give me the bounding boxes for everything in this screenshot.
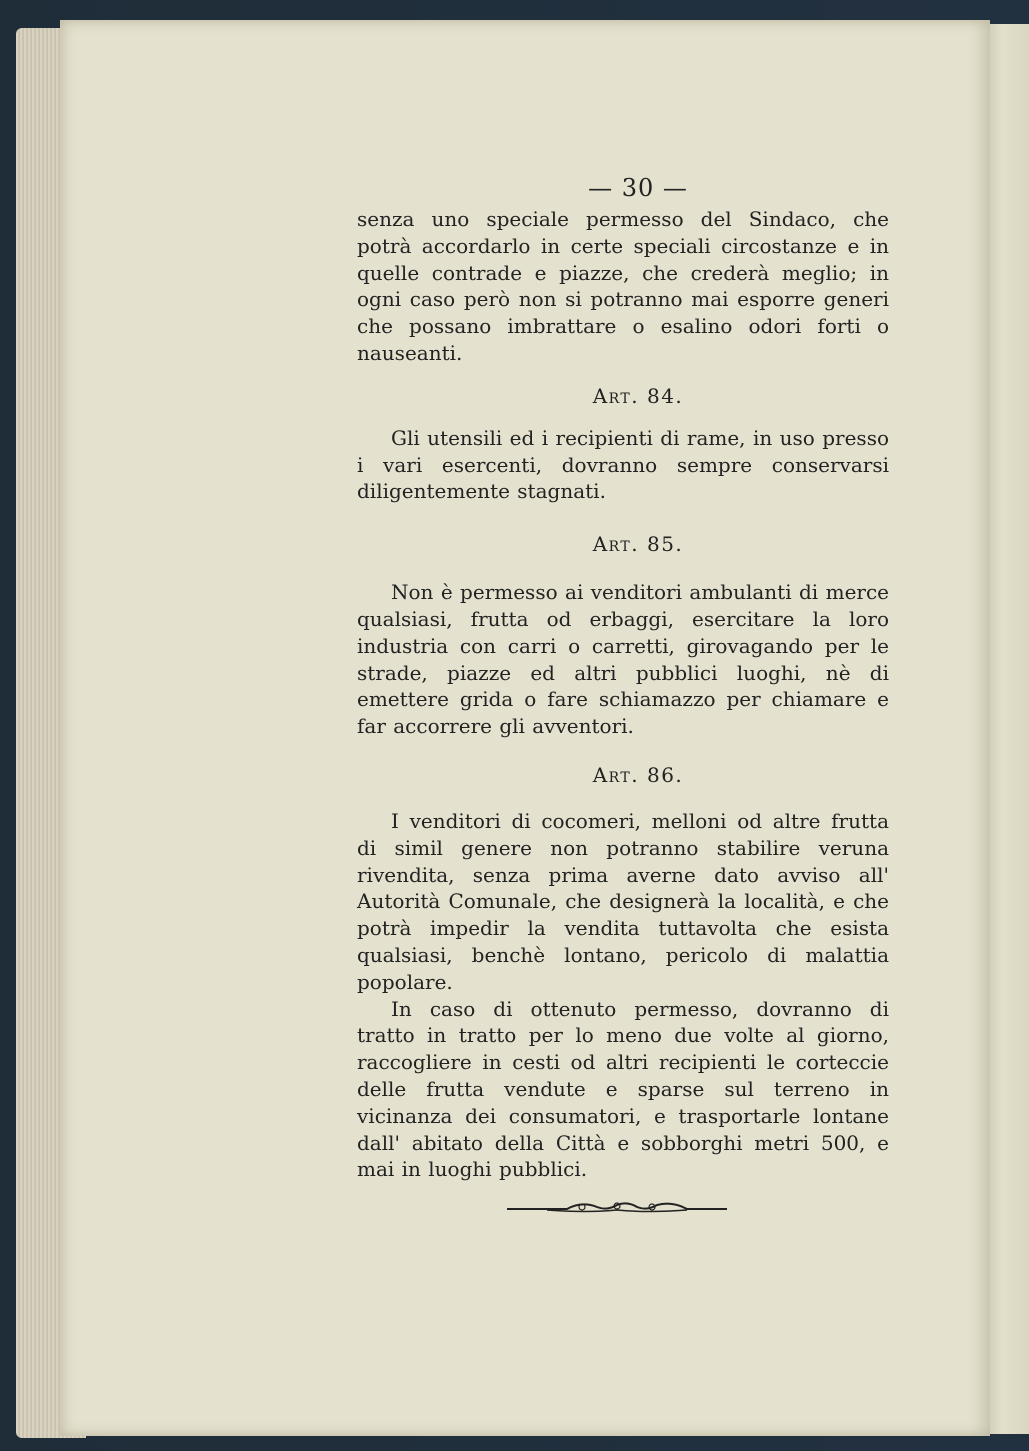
page-number: — 30 — [588, 174, 688, 202]
article-84-heading: Art. 84. [592, 383, 684, 408]
end-ornament-icon [507, 1197, 727, 1217]
article-86-text-2: In caso di ottenuto permesso, dovranno di tratto in tratto per lo meno due volte al giorno, raccogliere in cesti od altri recipienti le corteccie delle frutta vendute e sparse sul terreno in vicinanza dei consumatori, e trasportarle lontane dall' abitato della Città e sobborghi metri 500, e mai in luoghi pubblici. [357, 996, 889, 1182]
article-86-text-1: I venditori di cocomeri, melloni od altre frutta di simil genere non potranno stabilire veruna rivendita, senza prima averne dato avviso all' Autorità Comunale, che designerà la località, e che potrà impedir la vendita tuttavolta che esista qualsiasi, benchè lontano, pericolo di malattia popolare. [357, 808, 889, 994]
article-86-heading: Art. 86. [592, 762, 684, 787]
article-85-heading: Art. 85. [592, 532, 684, 557]
page-text [357, 170, 889, 1221]
article-85-text: Non è permesso ai venditori ambulanti di merce qualsiasi, frutta od erbaggi, esercitare la loro industria con carri o carretti, girovagando per le strade, piazze ed altri pubblici luoghi, nè di emettere grida o fare schiamazzo per chiamare e far accorrere gli avventori. [357, 580, 889, 739]
intro-paragraph: senza uno speciale permesso del Sindaco, che potrà accordarlo in certe speciali circostanze e in quelle contrade e piazze, che crederà meglio; in ogni caso però non si potranno mai esporre generi che possano imbrattare o esalino odori forti o nauseanti. [357, 207, 889, 365]
facing-page-edge [985, 24, 1029, 1434]
article-84-text: Gli utensili ed i recipienti di rame, in uso presso i vari esercenti, dovranno sempre conservarsi diligentemente stagnati. [357, 425, 889, 504]
